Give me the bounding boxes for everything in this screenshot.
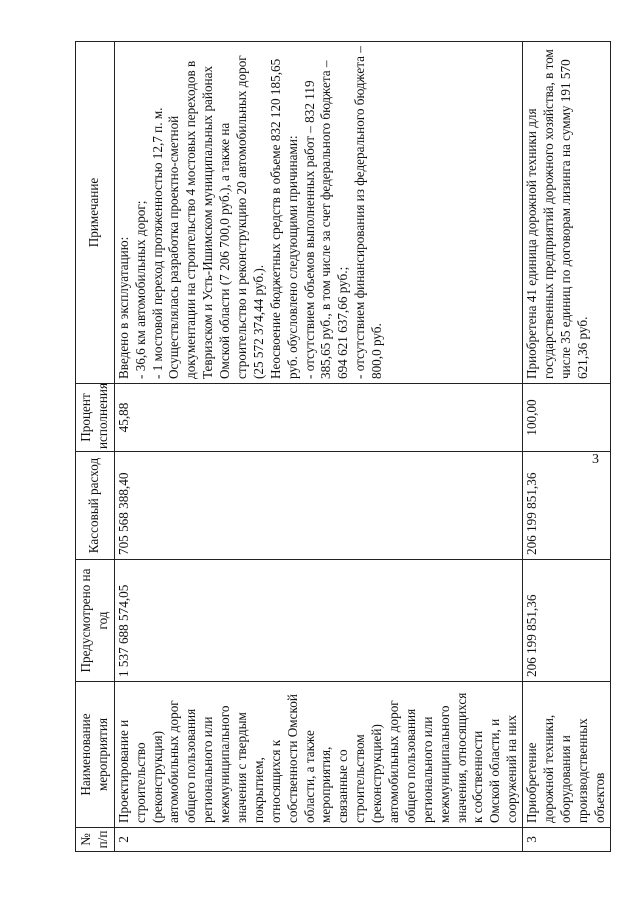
header-cash: Кассовый расход: [76, 452, 115, 560]
table-row: [114, 42, 522, 852]
note-line: - отсутствием объемов выполненных работ – 832 119 385,65 руб., в том числе за счет федерального бюджета – 694 621 637,66 руб.;: [301, 60, 351, 379]
row-note: [114, 42, 522, 384]
note-line: Неосвоение бюджетных средств в объеме 832 120 185,65 руб. обусловлено следующими причинами:: [267, 58, 300, 379]
note-line: - отсутствием финансирования из федерального бюджета – 800,0 руб.: [352, 46, 385, 379]
header-note: Примечание: [76, 42, 115, 384]
header-percent: Процент исполнения: [76, 384, 115, 452]
row-name: Приобретение дорожной техники, оборудования и производственных объектов: [523, 682, 610, 828]
row-cash: 206 199 851,36: [523, 452, 610, 560]
table-row: [523, 42, 610, 852]
row-num: 3: [523, 828, 610, 852]
row-cash: 705 568 388,40: [114, 452, 522, 560]
header-name: Наименование мероприятия: [76, 682, 115, 828]
header-num: № п/п: [76, 828, 115, 852]
note-line: - 1 мостовой переход протяженностью 12,7 п. м.: [149, 107, 165, 379]
row-planned: 1 537 688 574,05: [114, 560, 522, 682]
header-planned: Предусмотрено на год: [76, 560, 115, 682]
report-table: [75, 41, 611, 852]
table-header-row: [76, 42, 115, 852]
row-planned: 206 199 851,36: [523, 560, 610, 682]
row-percent: 45,88: [114, 384, 522, 452]
row-num: 2: [114, 828, 522, 852]
row-percent: 100,00: [523, 384, 610, 452]
page-number: 3: [592, 452, 599, 467]
table-container: [75, 42, 607, 852]
rotated-table-area: [75, 42, 607, 852]
row-note: [523, 42, 610, 384]
note-line: Введено в эксплуатацию:: [115, 236, 131, 379]
row-name: Проектирование и строительство (реконструкция) автомобильных дорог общего пользования регионального или межмуниципального значения с твердым покрытием, относящихся к собственности Омской области, а также мероприятия, связанные со строительством (реконструкцией) автомобильных дорог общего пользования регионального или межмуниципального значения, относящихся к собственности Омской области, и сооружений на них: [114, 682, 522, 828]
note-line: Приобретена 41 единица дорожной техники для государственных предприятий дорожного хозяйства, в том числе 35 единиц по договорам лизинга на сумму 191 570 621,36 руб.: [524, 49, 590, 379]
note-line: Осуществлялась разработка проектно-сметной документации на строительство 4 мостовых переходов в Тевризском и Усть-Ишимском муниципальных районах Омской области (7 206 700,0 руб.), а также на строительство и реконструкцию 20 автомобильных дорог (25 572 374,44 руб.).: [166, 55, 266, 379]
note-line: - 36,6 км автомобильных дорог;: [132, 200, 148, 379]
